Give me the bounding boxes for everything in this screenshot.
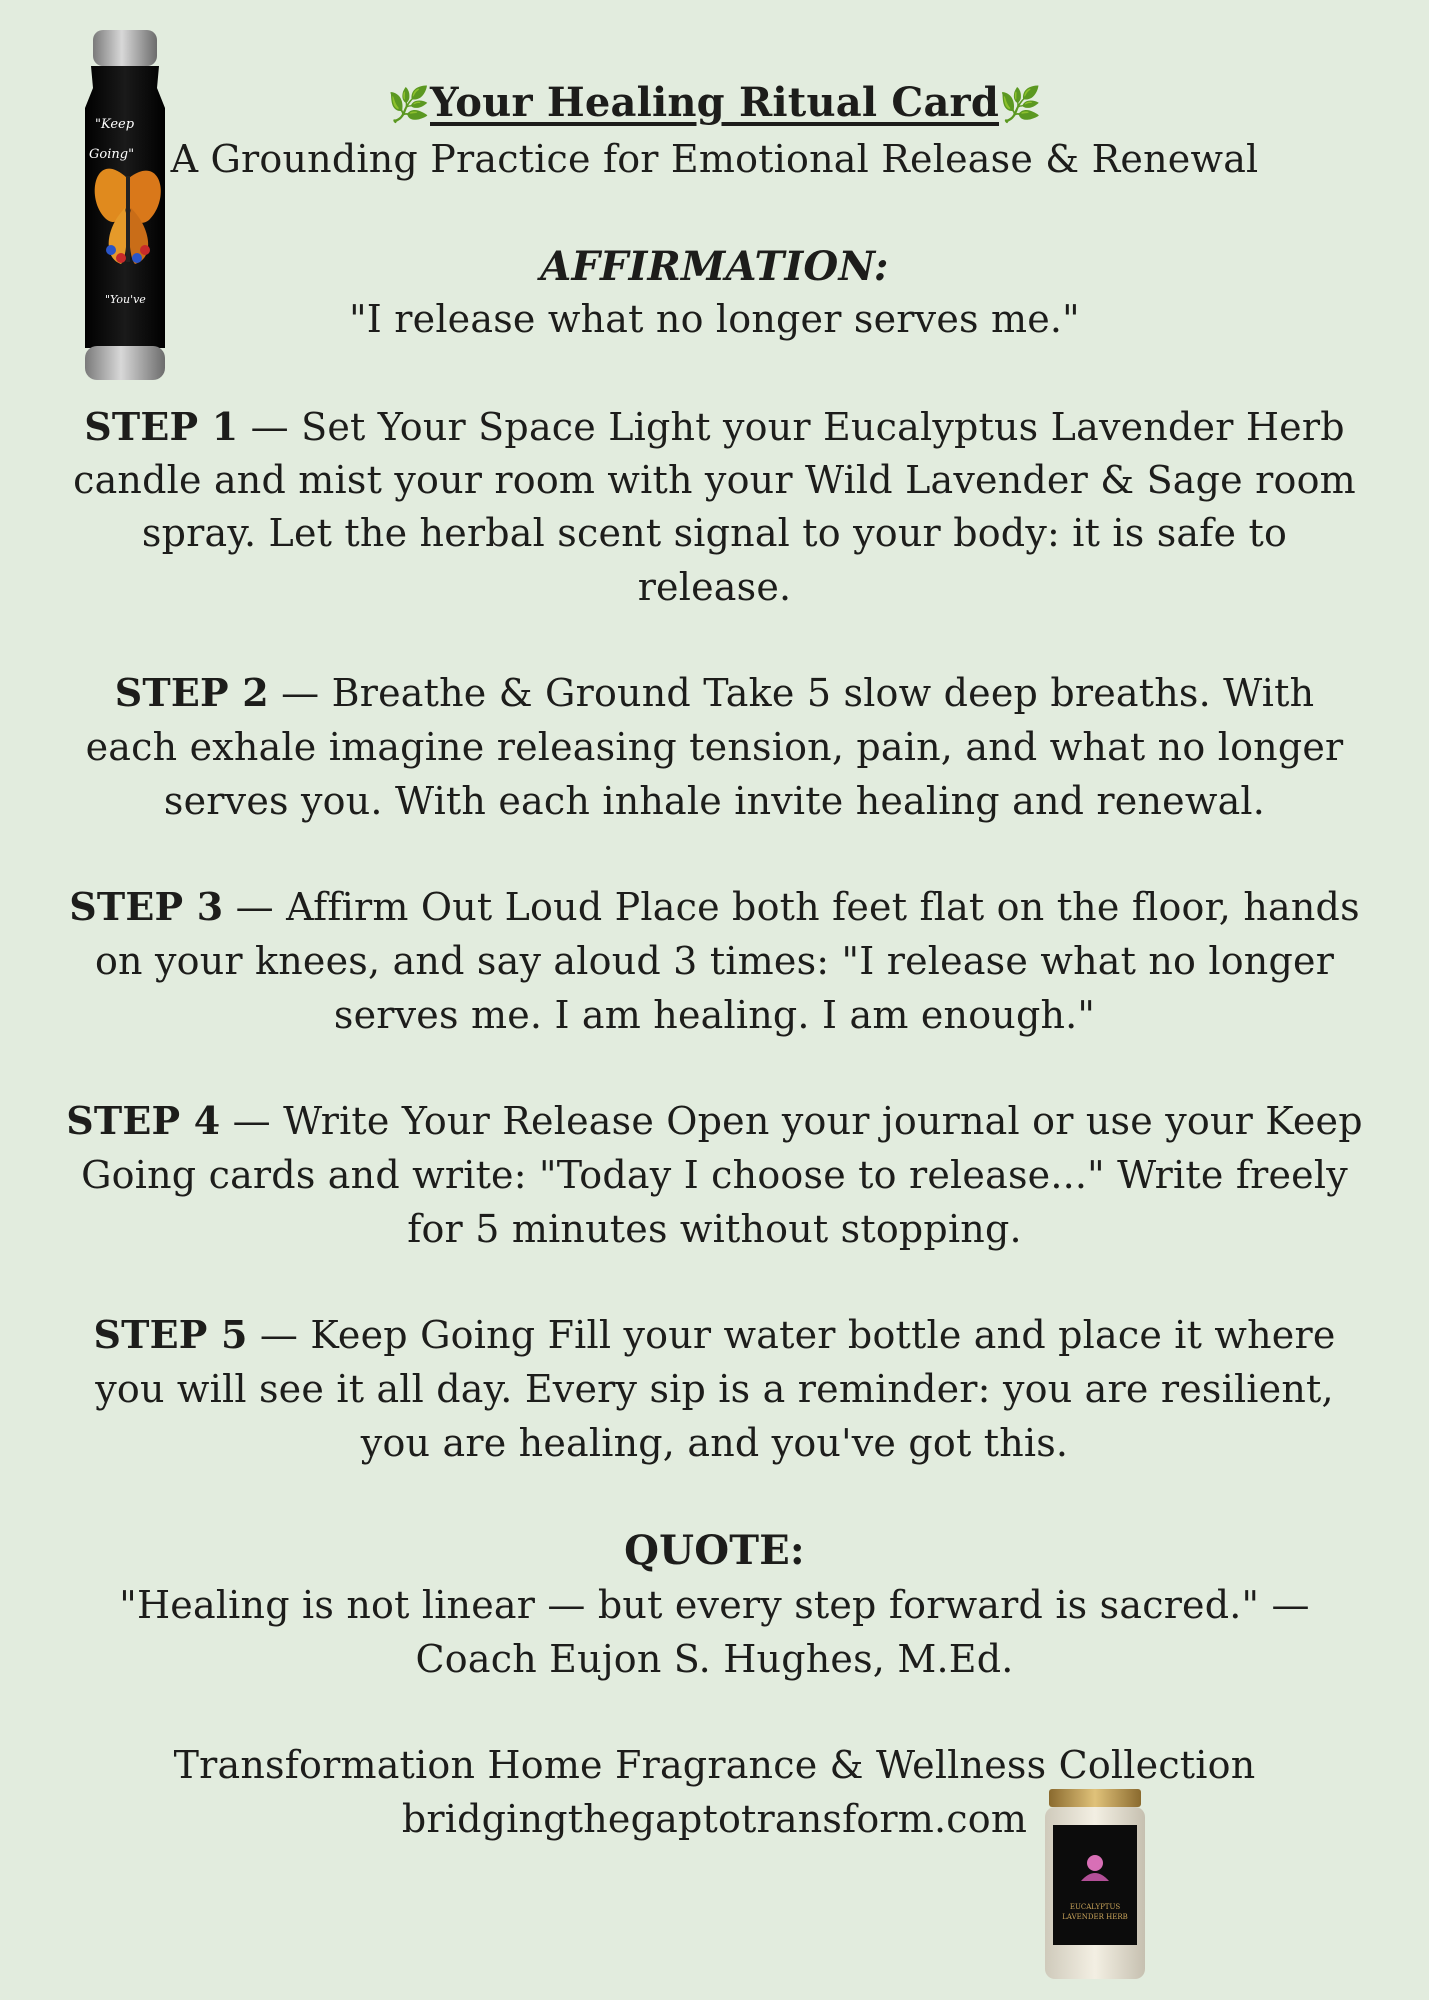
step-5-line-2: you will see it all day. Every sip is a reminder: you are resilient, (95, 1367, 1334, 1411)
step-4-line-1: STEP 4 — Write Your Release Open your journal or use your Keep (66, 1098, 1363, 1143)
candle-label-1: EUCALYPTUS (1069, 1903, 1121, 1911)
step-2-line-1: STEP 2 — Breathe & Ground Take 5 slow deep breaths. With (114, 670, 1315, 715)
step-1-line-1: STEP 1 — Set Your Space Light your Eucalyptus Lavender Herb (84, 404, 1345, 449)
step-2-label: STEP 2 (114, 670, 269, 715)
affirmation-text: "I release what no longer serves me." (349, 297, 1080, 341)
quote-line-1: "Healing is not linear — but every step forward is sacred." — (119, 1583, 1310, 1627)
bottle-script-2: Going" (89, 147, 135, 162)
step-4-line-3: for 5 minutes without stopping. (407, 1207, 1022, 1251)
step-1-line-2: candle and mist your room with your Wild Lavender & Sage room (73, 458, 1356, 502)
candle-jar-image (1035, 1785, 1155, 1985)
card-title (0, 76, 1429, 132)
step-1-label: STEP 1 (84, 404, 239, 449)
card-subtitle: A Grounding Practice for Emotional Release & Renewal (170, 137, 1259, 181)
quote-heading: QUOTE: (624, 1527, 805, 1574)
step-3-label: STEP 3 (69, 884, 224, 929)
title-text: Your Healing Ritual Card (430, 79, 999, 126)
step-4-line-2: Going cards and write: "Today I choose to release..." Write freely (81, 1153, 1348, 1197)
step-5-label: STEP 5 (93, 1312, 248, 1357)
step-3-line-1: STEP 3 — Affirm Out Loud Place both feet flat on the floor, hands (69, 884, 1360, 929)
step-2-line-2: each exhale imagine releasing tension, pain, and what no longer (85, 725, 1344, 769)
step-5-line-3: you are healing, and you've got this. (360, 1421, 1069, 1465)
step-3-line-2: on your knees, and say aloud 3 times: "I release what no longer (94, 939, 1335, 983)
step-3-line-3: serves me. I am healing. I am enough." (333, 993, 1096, 1037)
bottle-script-1: "Keep (95, 117, 135, 132)
step-1-line-4: release. (637, 565, 792, 609)
step-1-line-3: spray. Let the herbal scent signal to your body: it is safe to (141, 511, 1288, 555)
step-2-line-3: serves you. With each inhale invite healing and renewal. (163, 779, 1266, 823)
affirmation-heading: AFFIRMATION: (540, 243, 889, 290)
leaf-icon: 🌿 (999, 85, 1042, 125)
quote-line-2: Coach Eujon S. Hughes, M.Ed. (415, 1637, 1014, 1681)
step-5-line-1: STEP 5 — Keep Going Fill your water bottle and place it where (93, 1312, 1336, 1357)
bottle-script-3: "You've (105, 293, 146, 306)
candle-label-2: LAVENDER HERB (1062, 1913, 1128, 1921)
footer-url: bridgingthegaptotransform.com (401, 1797, 1028, 1841)
leaf-icon: 🌿 (387, 85, 430, 125)
footer-collection: Transformation Home Fragrance & Wellness Collection (173, 1743, 1256, 1787)
step-4-label: STEP 4 (66, 1098, 221, 1143)
